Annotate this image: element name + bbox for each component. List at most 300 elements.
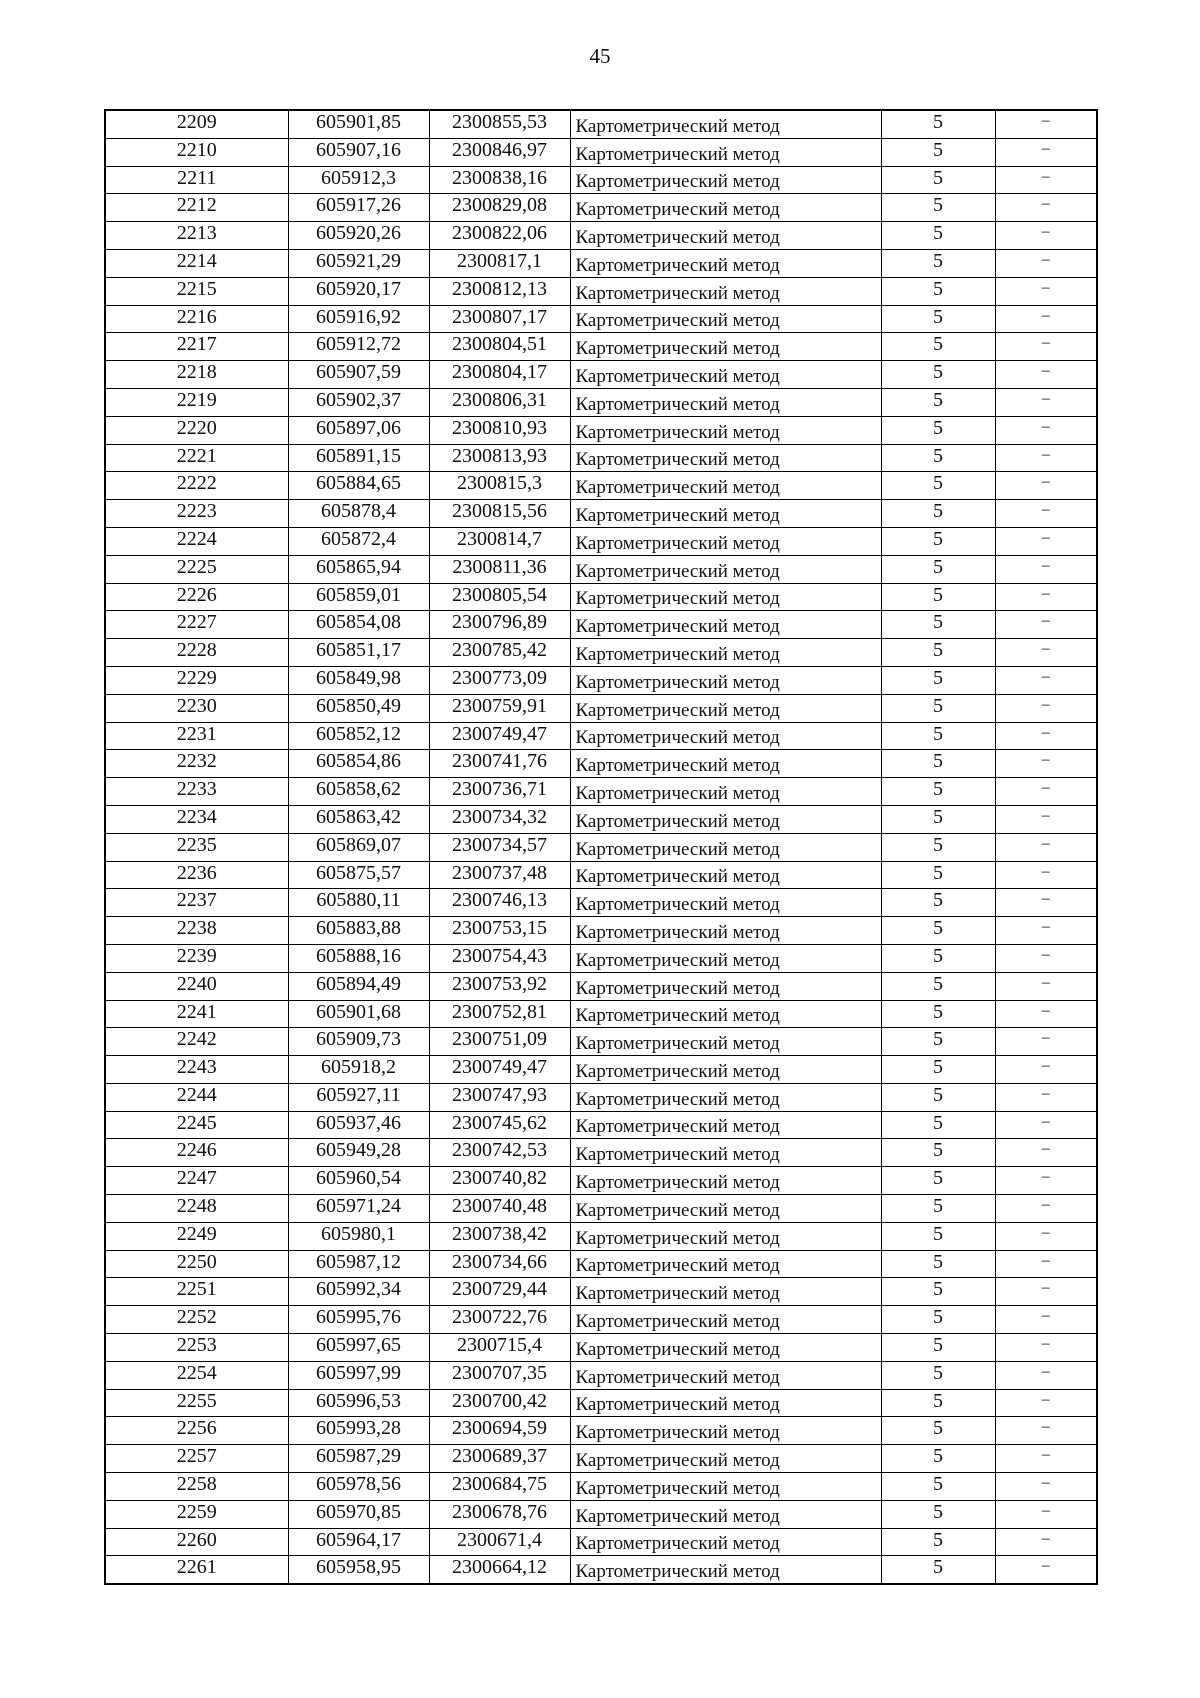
table-row (105, 972, 1097, 1000)
accuracy-cell: 5 (881, 694, 995, 722)
method-cell: Картометрический метод (570, 861, 881, 889)
description-cell: – (995, 388, 1097, 416)
x-coordinate-cell: 605927,11 (288, 1083, 429, 1111)
x-coordinate-cell: 605964,17 (288, 1528, 429, 1556)
x-coordinate-cell: 605869,07 (288, 833, 429, 861)
y-coordinate-cell: 2300740,48 (429, 1195, 570, 1223)
x-coordinate-cell: 605980,1 (288, 1222, 429, 1250)
point-number-cell: 2246 (105, 1139, 288, 1167)
description-cell: – (995, 805, 1097, 833)
accuracy-cell: 5 (881, 1445, 995, 1473)
point-number-cell: 2257 (105, 1445, 288, 1473)
table-row (105, 917, 1097, 945)
y-coordinate-cell: 2300749,47 (429, 722, 570, 750)
x-coordinate-cell: 605880,11 (288, 889, 429, 917)
description-cell: – (995, 778, 1097, 806)
description-cell: – (995, 1445, 1097, 1473)
method-cell: Картометрический метод (570, 1222, 881, 1250)
x-coordinate-cell: 605875,57 (288, 861, 429, 889)
description-cell: – (995, 222, 1097, 250)
point-number-cell: 2241 (105, 1000, 288, 1028)
y-coordinate-cell: 2300754,43 (429, 944, 570, 972)
point-number-cell: 2220 (105, 416, 288, 444)
description-cell: – (995, 416, 1097, 444)
y-coordinate-cell: 2300751,09 (429, 1028, 570, 1056)
accuracy-cell: 5 (881, 444, 995, 472)
coordinates-table-body (105, 110, 1097, 1584)
method-cell: Картометрический метод (570, 1083, 881, 1111)
x-coordinate-cell: 605854,08 (288, 611, 429, 639)
description-cell: – (995, 1056, 1097, 1084)
accuracy-cell: 5 (881, 666, 995, 694)
point-number-cell: 2232 (105, 750, 288, 778)
point-number-cell: 2227 (105, 611, 288, 639)
point-number-cell: 2255 (105, 1389, 288, 1417)
x-coordinate-cell: 605849,98 (288, 666, 429, 694)
y-coordinate-cell: 2300694,59 (429, 1417, 570, 1445)
x-coordinate-cell: 605852,12 (288, 722, 429, 750)
table-row (105, 1000, 1097, 1028)
method-cell: Картометрический метод (570, 972, 881, 1000)
description-cell: – (995, 694, 1097, 722)
description-cell: – (995, 861, 1097, 889)
method-cell: Картометрический метод (570, 444, 881, 472)
description-cell: – (995, 666, 1097, 694)
y-coordinate-cell: 2300734,66 (429, 1250, 570, 1278)
y-coordinate-cell: 2300805,54 (429, 583, 570, 611)
description-cell: – (995, 611, 1097, 639)
x-coordinate-cell: 605987,12 (288, 1250, 429, 1278)
method-cell: Картометрический метод (570, 1195, 881, 1223)
accuracy-cell: 5 (881, 305, 995, 333)
accuracy-cell: 5 (881, 1250, 995, 1278)
table-row (105, 1167, 1097, 1195)
point-number-cell: 2249 (105, 1222, 288, 1250)
table-row (105, 639, 1097, 667)
table-row (105, 1195, 1097, 1223)
point-number-cell: 2224 (105, 527, 288, 555)
y-coordinate-cell: 2300700,42 (429, 1389, 570, 1417)
x-coordinate-cell: 605995,76 (288, 1306, 429, 1334)
description-cell: – (995, 277, 1097, 305)
x-coordinate-cell: 605978,56 (288, 1473, 429, 1501)
description-cell: – (995, 833, 1097, 861)
y-coordinate-cell: 2300753,92 (429, 972, 570, 1000)
description-cell: – (995, 1278, 1097, 1306)
table-row (105, 333, 1097, 361)
point-number-cell: 2230 (105, 694, 288, 722)
table-row (105, 666, 1097, 694)
accuracy-cell: 5 (881, 1556, 995, 1584)
table-row (105, 778, 1097, 806)
accuracy-cell: 5 (881, 388, 995, 416)
accuracy-cell: 5 (881, 110, 995, 138)
accuracy-cell: 5 (881, 1361, 995, 1389)
accuracy-cell: 5 (881, 1083, 995, 1111)
description-cell: – (995, 1500, 1097, 1528)
accuracy-cell: 5 (881, 639, 995, 667)
accuracy-cell: 5 (881, 833, 995, 861)
table-row (105, 1056, 1097, 1084)
accuracy-cell: 5 (881, 917, 995, 945)
accuracy-cell: 5 (881, 944, 995, 972)
point-number-cell: 2261 (105, 1556, 288, 1584)
table-row (105, 1278, 1097, 1306)
accuracy-cell: 5 (881, 972, 995, 1000)
accuracy-cell: 5 (881, 1278, 995, 1306)
point-number-cell: 2259 (105, 1500, 288, 1528)
x-coordinate-cell: 605878,4 (288, 500, 429, 528)
accuracy-cell: 5 (881, 1000, 995, 1028)
y-coordinate-cell: 2300729,44 (429, 1278, 570, 1306)
description-cell: – (995, 444, 1097, 472)
y-coordinate-cell: 2300810,93 (429, 416, 570, 444)
x-coordinate-cell: 605920,26 (288, 222, 429, 250)
y-coordinate-cell: 2300741,76 (429, 750, 570, 778)
y-coordinate-cell: 2300738,42 (429, 1222, 570, 1250)
description-cell: – (995, 305, 1097, 333)
x-coordinate-cell: 605872,4 (288, 527, 429, 555)
point-number-cell: 2228 (105, 639, 288, 667)
description-cell: – (995, 750, 1097, 778)
description-cell: – (995, 166, 1097, 194)
method-cell: Картометрический метод (570, 1306, 881, 1334)
accuracy-cell: 5 (881, 1139, 995, 1167)
y-coordinate-cell: 2300722,76 (429, 1306, 570, 1334)
description-cell: – (995, 1250, 1097, 1278)
description-cell: – (995, 889, 1097, 917)
accuracy-cell: 5 (881, 277, 995, 305)
table-row (105, 305, 1097, 333)
table-row (105, 1028, 1097, 1056)
method-cell: Картометрический метод (570, 1473, 881, 1501)
point-number-cell: 2219 (105, 388, 288, 416)
point-number-cell: 2244 (105, 1083, 288, 1111)
description-cell: – (995, 1306, 1097, 1334)
point-number-cell: 2222 (105, 472, 288, 500)
table-row (105, 583, 1097, 611)
method-cell: Картометрический метод (570, 110, 881, 138)
table-row (105, 249, 1097, 277)
table-row (105, 110, 1097, 138)
method-cell: Картометрический метод (570, 194, 881, 222)
x-coordinate-cell: 605912,72 (288, 333, 429, 361)
table-row (105, 500, 1097, 528)
accuracy-cell: 5 (881, 722, 995, 750)
description-cell: – (995, 555, 1097, 583)
x-coordinate-cell: 605912,3 (288, 166, 429, 194)
y-coordinate-cell: 2300752,81 (429, 1000, 570, 1028)
x-coordinate-cell: 605949,28 (288, 1139, 429, 1167)
x-coordinate-cell: 605960,54 (288, 1167, 429, 1195)
accuracy-cell: 5 (881, 1222, 995, 1250)
table-row (105, 361, 1097, 389)
method-cell: Картометрический метод (570, 722, 881, 750)
description-cell: – (995, 527, 1097, 555)
y-coordinate-cell: 2300753,15 (429, 917, 570, 945)
method-cell: Картометрический метод (570, 917, 881, 945)
table-row (105, 1139, 1097, 1167)
method-cell: Картометрический метод (570, 1278, 881, 1306)
table-row (105, 750, 1097, 778)
description-cell: – (995, 249, 1097, 277)
accuracy-cell: 5 (881, 1334, 995, 1362)
x-coordinate-cell: 605897,06 (288, 416, 429, 444)
point-number-cell: 2211 (105, 166, 288, 194)
method-cell: Картометрический метод (570, 1528, 881, 1556)
method-cell: Картометрический метод (570, 527, 881, 555)
point-number-cell: 2226 (105, 583, 288, 611)
y-coordinate-cell: 2300715,4 (429, 1334, 570, 1362)
accuracy-cell: 5 (881, 611, 995, 639)
x-coordinate-cell: 605851,17 (288, 639, 429, 667)
point-number-cell: 2225 (105, 555, 288, 583)
accuracy-cell: 5 (881, 333, 995, 361)
point-number-cell: 2253 (105, 1334, 288, 1362)
y-coordinate-cell: 2300806,31 (429, 388, 570, 416)
description-cell: – (995, 1473, 1097, 1501)
x-coordinate-cell: 605854,86 (288, 750, 429, 778)
point-number-cell: 2238 (105, 917, 288, 945)
description-cell: – (995, 722, 1097, 750)
y-coordinate-cell: 2300737,48 (429, 861, 570, 889)
x-coordinate-cell: 605916,92 (288, 305, 429, 333)
table-row (105, 222, 1097, 250)
accuracy-cell: 5 (881, 1111, 995, 1139)
y-coordinate-cell: 2300759,91 (429, 694, 570, 722)
accuracy-cell: 5 (881, 527, 995, 555)
point-number-cell: 2235 (105, 833, 288, 861)
y-coordinate-cell: 2300707,35 (429, 1361, 570, 1389)
point-number-cell: 2245 (105, 1111, 288, 1139)
point-number-cell: 2237 (105, 889, 288, 917)
description-cell: – (995, 1195, 1097, 1223)
method-cell: Картометрический метод (570, 1389, 881, 1417)
description-cell: – (995, 1361, 1097, 1389)
point-number-cell: 2209 (105, 110, 288, 138)
y-coordinate-cell: 2300734,57 (429, 833, 570, 861)
table-row (105, 1417, 1097, 1445)
method-cell: Картометрический метод (570, 1111, 881, 1139)
x-coordinate-cell: 605863,42 (288, 805, 429, 833)
description-cell: – (995, 1417, 1097, 1445)
point-number-cell: 2258 (105, 1473, 288, 1501)
point-number-cell: 2240 (105, 972, 288, 1000)
method-cell: Картометрический метод (570, 1417, 881, 1445)
point-number-cell: 2247 (105, 1167, 288, 1195)
x-coordinate-cell: 605858,62 (288, 778, 429, 806)
table-row (105, 472, 1097, 500)
description-cell: – (995, 361, 1097, 389)
point-number-cell: 2243 (105, 1056, 288, 1084)
description-cell: – (995, 1528, 1097, 1556)
description-cell: – (995, 1000, 1097, 1028)
accuracy-cell: 5 (881, 583, 995, 611)
method-cell: Картометрический метод (570, 388, 881, 416)
accuracy-cell: 5 (881, 1056, 995, 1084)
table-row (105, 277, 1097, 305)
accuracy-cell: 5 (881, 249, 995, 277)
y-coordinate-cell: 2300804,51 (429, 333, 570, 361)
method-cell: Картометрический метод (570, 416, 881, 444)
description-cell: – (995, 1139, 1097, 1167)
y-coordinate-cell: 2300773,09 (429, 666, 570, 694)
description-cell: – (995, 1028, 1097, 1056)
point-number-cell: 2242 (105, 1028, 288, 1056)
y-coordinate-cell: 2300678,76 (429, 1500, 570, 1528)
x-coordinate-cell: 605901,85 (288, 110, 429, 138)
table-row (105, 1250, 1097, 1278)
accuracy-cell: 5 (881, 778, 995, 806)
x-coordinate-cell: 605997,99 (288, 1361, 429, 1389)
point-number-cell: 2216 (105, 305, 288, 333)
table-row (105, 1361, 1097, 1389)
accuracy-cell: 5 (881, 1389, 995, 1417)
table-row (105, 861, 1097, 889)
accuracy-cell: 5 (881, 222, 995, 250)
table-row (105, 444, 1097, 472)
description-cell: – (995, 1334, 1097, 1362)
table-row (105, 1222, 1097, 1250)
point-number-cell: 2233 (105, 778, 288, 806)
description-cell: – (995, 138, 1097, 166)
x-coordinate-cell: 605888,16 (288, 944, 429, 972)
y-coordinate-cell: 2300749,47 (429, 1056, 570, 1084)
table-row (105, 416, 1097, 444)
table-row (105, 611, 1097, 639)
x-coordinate-cell: 605996,53 (288, 1389, 429, 1417)
y-coordinate-cell: 2300814,7 (429, 527, 570, 555)
method-cell: Картометрический метод (570, 694, 881, 722)
x-coordinate-cell: 605901,68 (288, 1000, 429, 1028)
description-cell: – (995, 1167, 1097, 1195)
method-cell: Картометрический метод (570, 1139, 881, 1167)
accuracy-cell: 5 (881, 472, 995, 500)
point-number-cell: 2234 (105, 805, 288, 833)
accuracy-cell: 5 (881, 1306, 995, 1334)
accuracy-cell: 5 (881, 1528, 995, 1556)
accuracy-cell: 5 (881, 1028, 995, 1056)
description-cell: – (995, 333, 1097, 361)
point-number-cell: 2252 (105, 1306, 288, 1334)
table-row (105, 694, 1097, 722)
table-row (105, 1500, 1097, 1528)
y-coordinate-cell: 2300742,53 (429, 1139, 570, 1167)
method-cell: Картометрический метод (570, 889, 881, 917)
x-coordinate-cell: 605894,49 (288, 972, 429, 1000)
method-cell: Картометрический метод (570, 639, 881, 667)
x-coordinate-cell: 605920,17 (288, 277, 429, 305)
y-coordinate-cell: 2300813,93 (429, 444, 570, 472)
description-cell: – (995, 1556, 1097, 1584)
table-row (105, 805, 1097, 833)
table-row (105, 722, 1097, 750)
accuracy-cell: 5 (881, 361, 995, 389)
y-coordinate-cell: 2300684,75 (429, 1473, 570, 1501)
method-cell: Картометрический метод (570, 750, 881, 778)
table-row (105, 166, 1097, 194)
method-cell: Картометрический метод (570, 666, 881, 694)
x-coordinate-cell: 605993,28 (288, 1417, 429, 1445)
point-number-cell: 2221 (105, 444, 288, 472)
description-cell: – (995, 1389, 1097, 1417)
description-cell: – (995, 583, 1097, 611)
y-coordinate-cell: 2300817,1 (429, 249, 570, 277)
method-cell: Картометрический метод (570, 333, 881, 361)
accuracy-cell: 5 (881, 166, 995, 194)
point-number-cell: 2213 (105, 222, 288, 250)
table-row (105, 388, 1097, 416)
method-cell: Картометрический метод (570, 305, 881, 333)
table-row (105, 1528, 1097, 1556)
method-cell: Картометрический метод (570, 166, 881, 194)
x-coordinate-cell: 605884,65 (288, 472, 429, 500)
x-coordinate-cell: 605992,34 (288, 1278, 429, 1306)
method-cell: Картометрический метод (570, 555, 881, 583)
x-coordinate-cell: 605850,49 (288, 694, 429, 722)
x-coordinate-cell: 605883,88 (288, 917, 429, 945)
point-number-cell: 2217 (105, 333, 288, 361)
y-coordinate-cell: 2300671,4 (429, 1528, 570, 1556)
description-cell: – (995, 1222, 1097, 1250)
accuracy-cell: 5 (881, 1167, 995, 1195)
description-cell: – (995, 110, 1097, 138)
y-coordinate-cell: 2300804,17 (429, 361, 570, 389)
method-cell: Картометрический метод (570, 1167, 881, 1195)
accuracy-cell: 5 (881, 805, 995, 833)
y-coordinate-cell: 2300740,82 (429, 1167, 570, 1195)
description-cell: – (995, 472, 1097, 500)
method-cell: Картометрический метод (570, 1445, 881, 1473)
y-coordinate-cell: 2300838,16 (429, 166, 570, 194)
point-number-cell: 2260 (105, 1528, 288, 1556)
point-number-cell: 2256 (105, 1417, 288, 1445)
y-coordinate-cell: 2300811,36 (429, 555, 570, 583)
x-coordinate-cell: 605970,85 (288, 1500, 429, 1528)
table-row (105, 527, 1097, 555)
description-cell: – (995, 194, 1097, 222)
method-cell: Картометрический метод (570, 611, 881, 639)
accuracy-cell: 5 (881, 416, 995, 444)
point-number-cell: 2250 (105, 1250, 288, 1278)
x-coordinate-cell: 605937,46 (288, 1111, 429, 1139)
x-coordinate-cell: 605971,24 (288, 1195, 429, 1223)
method-cell: Картометрический метод (570, 583, 881, 611)
point-number-cell: 2212 (105, 194, 288, 222)
y-coordinate-cell: 2300734,32 (429, 805, 570, 833)
method-cell: Картометрический метод (570, 833, 881, 861)
method-cell: Картометрический метод (570, 1028, 881, 1056)
point-number-cell: 2248 (105, 1195, 288, 1223)
y-coordinate-cell: 2300746,13 (429, 889, 570, 917)
table-row (105, 1389, 1097, 1417)
point-number-cell: 2215 (105, 277, 288, 305)
y-coordinate-cell: 2300664,12 (429, 1556, 570, 1584)
method-cell: Картометрический метод (570, 1556, 881, 1584)
table-row (105, 138, 1097, 166)
table-row (105, 555, 1097, 583)
method-cell: Картометрический метод (570, 944, 881, 972)
accuracy-cell: 5 (881, 1195, 995, 1223)
accuracy-cell: 5 (881, 138, 995, 166)
method-cell: Картометрический метод (570, 138, 881, 166)
y-coordinate-cell: 2300846,97 (429, 138, 570, 166)
y-coordinate-cell: 2300736,71 (429, 778, 570, 806)
x-coordinate-cell: 605921,29 (288, 249, 429, 277)
method-cell: Картометрический метод (570, 805, 881, 833)
x-coordinate-cell: 605909,73 (288, 1028, 429, 1056)
description-cell: – (995, 1111, 1097, 1139)
